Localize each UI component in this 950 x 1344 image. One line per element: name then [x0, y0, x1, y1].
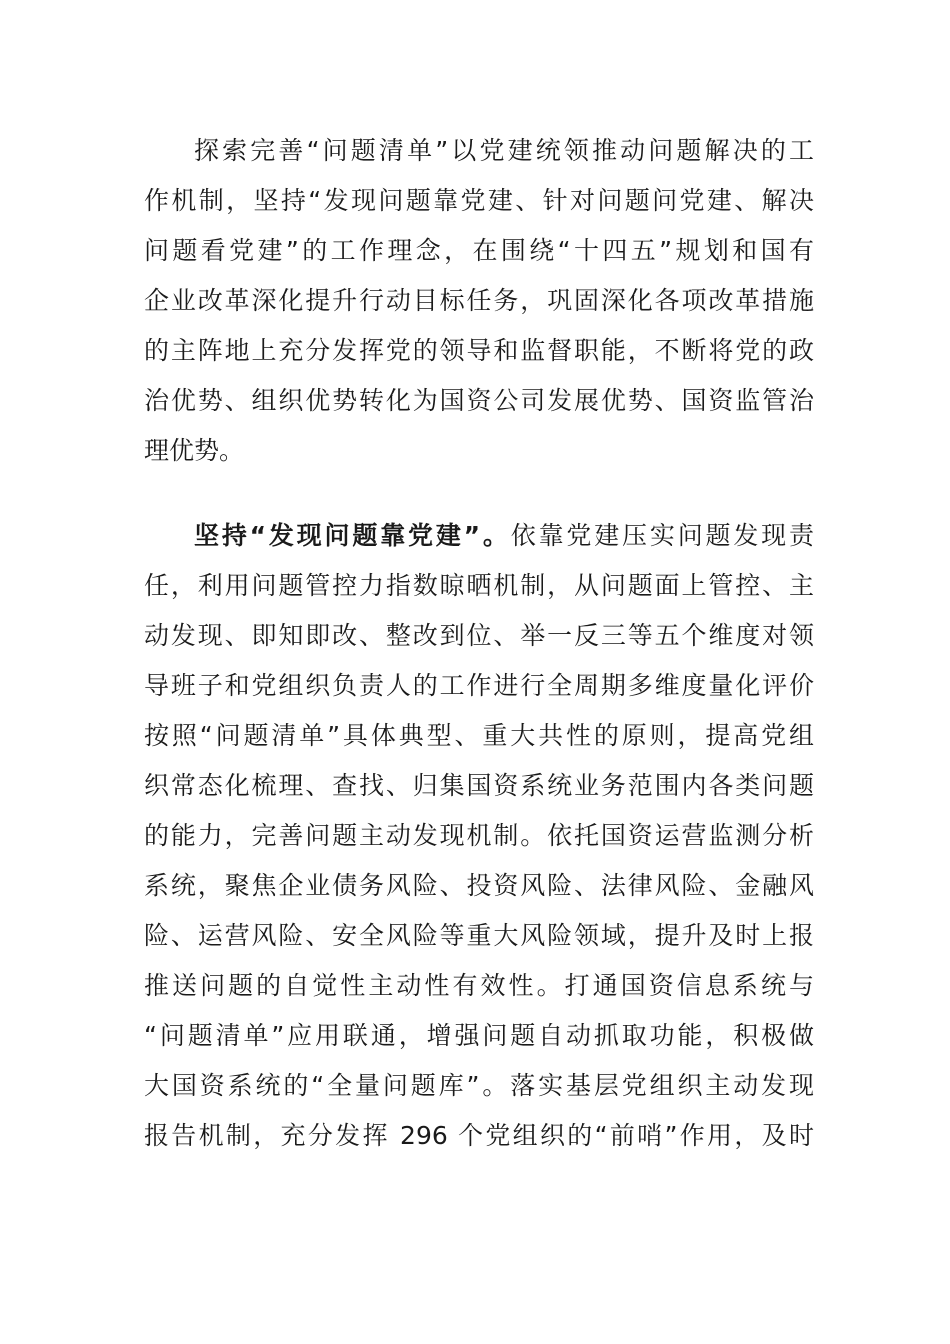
section-heading: 坚持“发现问题靠党建”。 — [194, 521, 511, 550]
paragraph-line: 任，利用问题管控力指数晾晒机制，从问题面上管控、主 — [144, 571, 814, 600]
paragraph-line: 探索完善“问题清单”以党建统领推动问题解决的工 — [194, 136, 814, 165]
paragraph-text: 依靠党建压实问题发现责 — [510, 521, 814, 550]
paragraph-line: 治优势、组织优势转化为国资公司发展优势、国资监管治 — [144, 386, 814, 415]
paragraph-line: 导班子和党组织负责人的工作进行全周期多维度量化评价 — [144, 671, 814, 700]
paragraph-line: 问题看党建”的工作理念，在围绕“十四五”规划和国有 — [144, 236, 814, 265]
paragraph-line: 动发现、即知即改、整改到位、举一反三等五个维度对领 — [144, 621, 814, 650]
paragraph-line: 企业改革深化提升行动目标任务，巩固深化各项改革措施 — [144, 286, 814, 315]
paragraph-line: 推送问题的自觉性主动性有效性。打通国资信息系统与 — [144, 971, 814, 1000]
paragraph-problem-discovery — [144, 511, 814, 1161]
paragraph-line: 的能力，完善问题主动发现机制。依托国资运营监测分析 — [144, 821, 814, 850]
paragraph-line: 险、运营风险、安全风险等重大风险领域，提升及时上报 — [144, 921, 814, 950]
paragraph-line: 织常态化梳理、查找、归集国资系统业务范围内各类问题 — [144, 771, 814, 800]
paragraph-line: 报告机制，充分发挥 296 个党组织的“前哨”作用，及时 — [144, 1121, 814, 1150]
paragraph-intro — [144, 126, 814, 476]
paragraph-line: 理优势。 — [144, 436, 245, 465]
paragraph-line: 系统，聚焦企业债务风险、投资风险、法律风险、金融风 — [144, 871, 814, 900]
paragraph-line: 大国资系统的“全量问题库”。落实基层党组织主动发现 — [144, 1071, 814, 1100]
paragraph-line: 的主阵地上充分发挥党的领导和监督职能，不断将党的政 — [144, 336, 814, 365]
paragraph-line: 按照“问题清单”具体典型、重大共性的原则，提高党组 — [144, 721, 814, 750]
paragraph-first-line — [144, 511, 814, 561]
paragraph-line: “问题清单”应用联通，增强问题自动抓取功能，积极做 — [144, 1021, 814, 1050]
paragraph-line: 作机制，坚持“发现问题靠党建、针对问题问党建、解决 — [144, 186, 814, 215]
